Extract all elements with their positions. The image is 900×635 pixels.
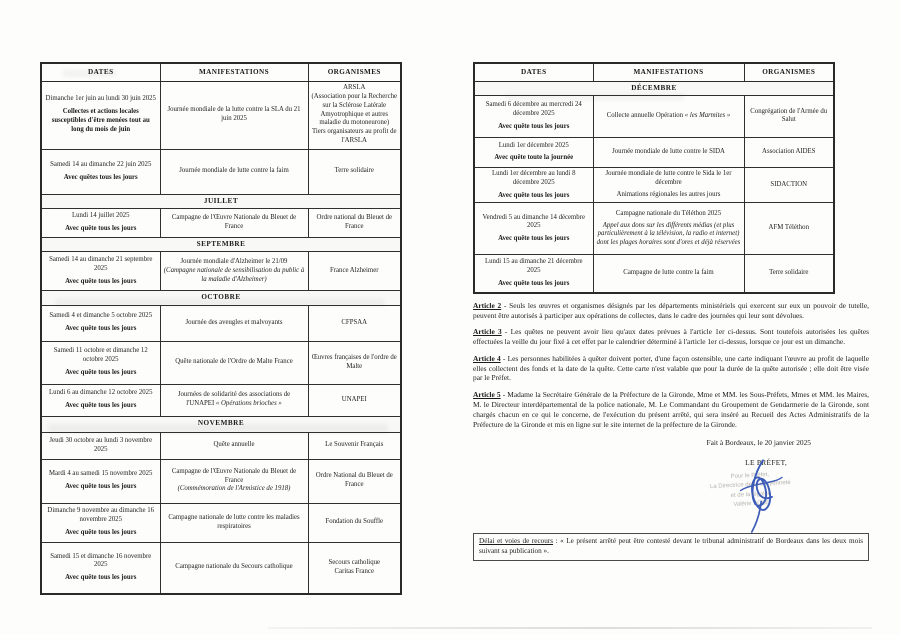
table-row: Vendredi 5 au dimanche 14 décembre 2025 Avec quête tous les jours Campagne nationale du Téléthon 2025 Appel aux dons sur les différents médias (et plus particulièrement à la télévision, la radio et internet) dont les plages horaires sont d'ores et déjà réservées AFM Téléthon (474, 203, 834, 255)
table-row: Samedi 11 octobre et dimanche 12 octobre 2025 Avec quête tous les jours Quête nationale de l'Ordre de Malte France Œuvres françaises de l'ordre de Malte (41, 341, 401, 384)
section-row-decembre: DÉCEMBRE (474, 81, 834, 95)
section-row-novembre: NOVEMBRE (41, 416, 401, 432)
signature-stamp: Pour le Préfet, La Directrice de la citoyenneté et de la légalité Valérie SOLE (686, 469, 817, 528)
table-row: Dimanche 9 novembre au dimanche 16 novembre 2025 Avec quête tous les jours Campagne nationale de lutte contre les maladies respiratoires Fondation du Souffle (41, 503, 401, 542)
article-4: Article 4 - Les personnes habilitées à quêter doivent porter, d'une façon ostensible, une carte indiquant l'œuvre au profit de laquelle elles collectent des fonds et la date de la quête. Cette carte n'est valable que pour la durée de la quête autorisée ; elle doit être visée par le Préfet. (473, 353, 869, 383)
article-3: Article 3 - Les quêtes ne peuvent avoir lieu qu'aux dates prévues à l'article 1er ci-dessus. Sont toutefois autorisées les quêtes effectuées la veille du jour fixé à cet effet par le calendrier déterminé à l'article 1er ci-dessus, lorsque ce jour est un dimanche. (473, 327, 869, 347)
table-row: Lundi 1er décembre 2025 Avec quête toute la journée Journée mondiale de lutte contre le SIDA Association AIDES (474, 137, 834, 167)
table-row: Samedi 4 et dimanche 5 octobre 2025 Avec quête tous les jours Journée des aveugles et malvoyants CFPSAA (41, 305, 401, 341)
collections-table-left (40, 62, 402, 595)
collections-table-right (473, 62, 835, 294)
header-dates: DATES (41, 63, 160, 81)
section-row-septembre: SEPTEMBRE (41, 237, 401, 251)
articles-block (473, 301, 869, 429)
table-row: Samedi 15 et dimanche 16 novembre 2025 Avec quête tous les jours Campagne nationale du Secours catholique Secours catholique Caritas France (41, 542, 401, 594)
article-2: Article 2 - Seuls les œuvres et organismes désignés par les départements ministériels qui exercent sur eux un pouvoir de tutelle, peuvent être autorisés à participer aux opérations de collectes, dans le cadre des journées qui leur sont dévolues. (473, 300, 869, 320)
recourse-notice-box: Délai et voies de recours : « Le présent arrêté peut être contesté devant le tribunal administratif de Bordeaux dans les deux mois suivant sa publication ». (473, 533, 869, 560)
table-row: Mardi 4 au samedi 15 novembre 2025 Avec quête tous les jours Campagne de l'Œuvre Nationale du Bleuet de France (Commémoration de l'Armistice de 1918) Ordre National du Bleuet de France (41, 459, 401, 503)
table-row: Lundi 6 au dimanche 12 octobre 2025 Avec quête tous les jours Journées de solidarité des associations de l'UNAPEI « Opérations brioches » UNAPEI (41, 384, 401, 416)
table-row: Lundi 14 juillet 2025 Avec quête tous les jours Campagne de l'Œuvre Nationale du Bleuet de France Ordre national du Bleuet de France (41, 208, 401, 237)
table-header-row (474, 63, 834, 81)
table-row: Samedi 14 au dimanche 22 juin 2025 Avec quêtes tous les jours Journée mondiale de lutte contre la faim Terre solidaire (41, 149, 401, 194)
header-organismes: ORGANISMES (308, 63, 401, 81)
table-row: Lundi 15 au dimanche 21 décembre 2025 Avec quête tous les jours Campagne de lutte contre la faim Terre solidaire (474, 255, 834, 293)
table-row: Jeudi 30 octobre au lundi 3 novembre 2025 Quête annuelle Le Souvenir Français (41, 432, 401, 459)
signature-ink-icon (727, 456, 795, 537)
table-header-row (41, 63, 401, 81)
place-date-line: Fait à Bordeaux, le 20 janvier 2025 (706, 438, 811, 448)
section-row-octobre: OCTOBRE (41, 291, 401, 305)
page-right (473, 62, 869, 561)
header-manifestations: MANIFESTATIONS (160, 63, 308, 81)
table-row: Samedi 6 décembre au mercredi 24 décembre 2025 Avec quête tous les jours Collecte annuelle Opération « les Marmites » Congrégation de l'Armée du Salut (474, 95, 834, 137)
header-dates: DATES (474, 63, 593, 81)
section-row-juillet: JUILLET (41, 194, 401, 208)
article-5: Article 5 - Madame la Secrétaire Générale de la Préfecture de la Gironde, Mme et MM. les Sous-Préfets, Mmes et MM. les Maires, M. le Directeur interdépartemental de la police nationale, M. Le Commandant du Groupement de Gendarmerie de la Gironde, sont chargés chacun en ce qui le concerne, de l'exécution du présent arrêté, qui sera inséré au Recueil des Actes Administratifs de la Préfecture de la Gironde et mis en ligne sur le site internet de la préfecture de la Gironde. (473, 390, 869, 429)
table-row: Lundi 1er décembre au lundi 8 décembre 2025 Avec quête tous les jours Journée mondiale de lutte contre le Sida le 1er décembre Animations régionales les autres jours SIDACTION (474, 167, 834, 202)
header-organismes: ORGANISMES (744, 63, 834, 81)
table-row: Samedi 14 au dimanche 21 septembre 2025 Avec quête tous les jours Journée mondiale d'Alzheimer le 21/09 (Campagne nationale de sensibilisation du public à la maladie d'Alzheimer) France Alzheimer (41, 252, 401, 291)
scan-artifact (268, 627, 872, 629)
signatory-title: LE PRÉFET, (745, 458, 787, 468)
page-left (40, 62, 400, 595)
header-manifestations: MANIFESTATIONS (593, 63, 744, 81)
table-row: Dimanche 1er juin au lundi 30 juin 2025 Collectes et actions locales susceptibles d'être menées tout au long du mois de juin Journée mondiale de la lutte contre la SLA du 21 juin 2025 ARSLA (Association pour la Recherche sur la Sclérose Latérale Amyotrophique et autres maladie du motoneurone) Tiers organisateurs au profit de l'ARSLA (41, 81, 401, 149)
